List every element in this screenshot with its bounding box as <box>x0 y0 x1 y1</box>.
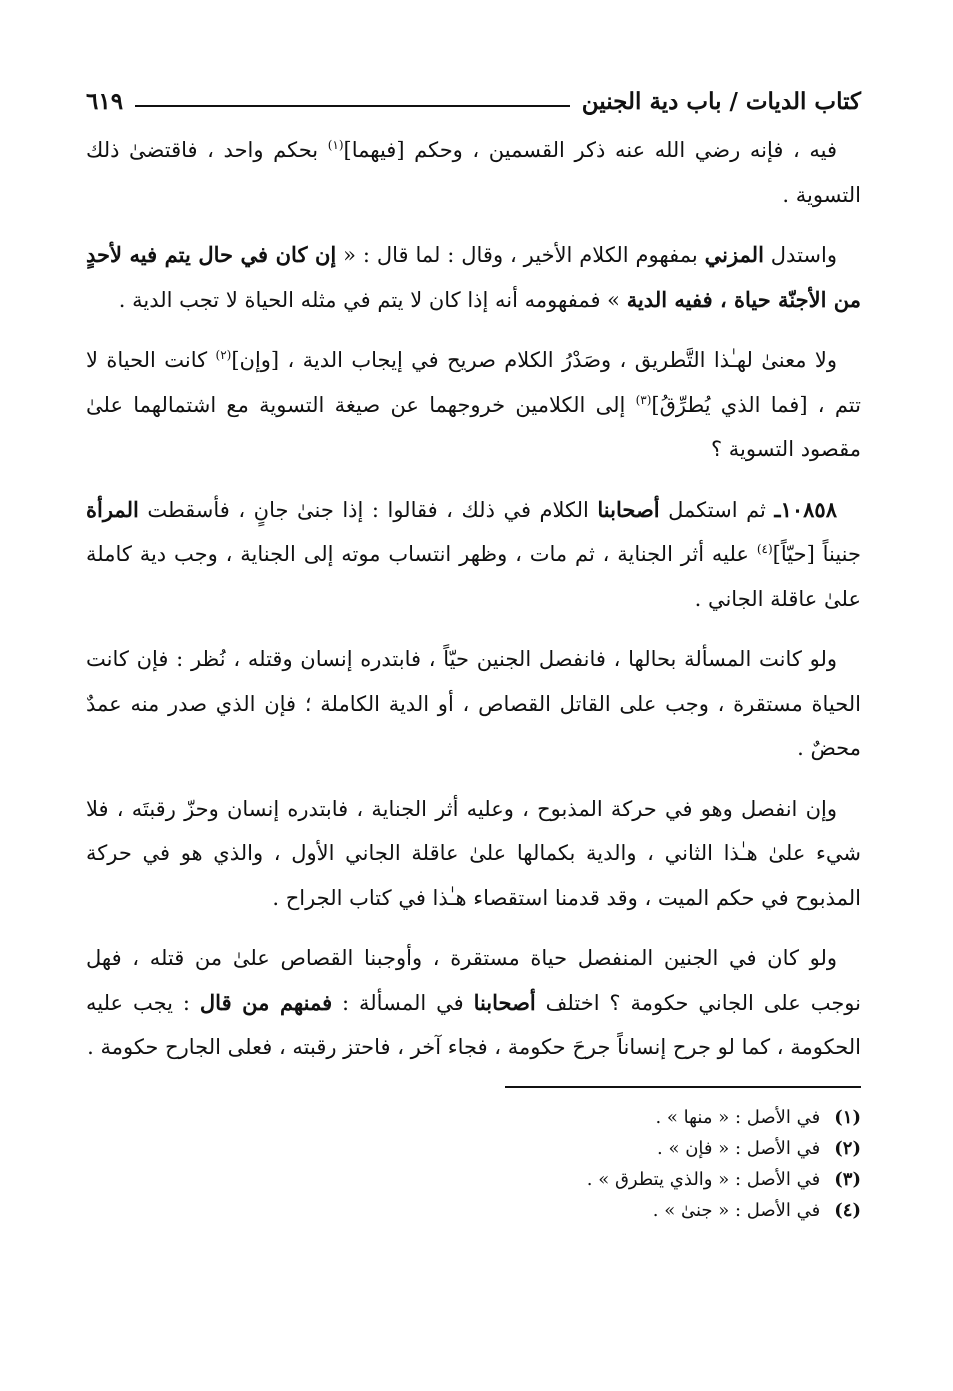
text-run: كانت الحياة لا تتم ، [فما الذي يُطرِّقُ] <box>86 348 861 417</box>
footnote-separator <box>505 1086 861 1088</box>
paragraph <box>86 338 861 472</box>
text-run: عليه أثر الجناية ، ثم مات ، وظهر انتساب موته إلى الجناية ، وجب دية كاملة علىٰ عاقلة الجاني . <box>86 542 861 611</box>
footnote-reference: (٣) <box>635 392 652 407</box>
text-run: جنيناً [حيّاً] <box>772 542 862 566</box>
footnote <box>86 1133 861 1164</box>
footnote <box>86 1195 861 1226</box>
footnote-number: (٤) <box>834 1199 861 1221</box>
chapter-title: كتاب الديات / باب دية الجنين <box>581 87 861 115</box>
bold-text: المرأة <box>86 496 139 522</box>
paragraph <box>86 488 861 622</box>
footnote-reference: (٢) <box>215 348 232 362</box>
text-run: ثم استكمل <box>659 497 775 522</box>
paragraph <box>86 936 861 1070</box>
bold-text: أصحابنا <box>473 989 536 1015</box>
text-run: وإن انفصل وهو في حركة المذبوح ، وعليه أثر الجناية ، فابتدره إنسان وحزّ رقبتَه ، فلا شيء علىٰ هـٰذا الثاني ، والدية بكمالها علىٰ عاقلة الجاني الأول ، والذي هو في حركة المذبوح في حكم الميت ، وقد قدمنا استقصاء هـٰذا في كتاب الجراح . <box>86 796 861 910</box>
text-run: ولو كانت المسألة بحالها ، فانفصل الجنين حيّاً ، فابتدره إنسان وقتله ، نُظر : فإن كانت الحياة مستقرة ، وجب على القاتل القصاص ، أو الدية الكاملة ؛ فإن الذي صدر منه عمدٌ محضٌ . <box>86 647 861 760</box>
footnote <box>86 1164 861 1195</box>
paragraph <box>86 637 861 771</box>
page-number: ٦١٩ <box>86 87 124 115</box>
text-run: ولا معنىٰ لهـٰذا التَّطريق ، وصَدْرُ الكلام صريح في إيجاب الدية ، [وإن] <box>231 348 837 372</box>
footnote-number: (٣) <box>834 1168 861 1190</box>
paragraph <box>86 233 861 322</box>
footnote-text: في الأصل : « والذي يتطرق » . <box>586 1168 821 1190</box>
text-run: » فمفهومه أنه إذا كان لا يتم في مثله الحياة لا تجب الدية . <box>118 287 627 312</box>
footnote-number: (٢) <box>834 1137 861 1159</box>
text-run: بمفهوم الكلام الأخير ، وقال : لما قال : « <box>336 243 705 267</box>
paragraph <box>86 128 861 217</box>
text-run: : يجب عليه الحكومة ، كما لو جرح إنساناً جرحَ حكومة ، فجاء آخر ، فاحتز رقبته ، فعلى الجارح حكومة . <box>86 990 861 1059</box>
header-rule <box>135 105 570 107</box>
bold-text: ١٠٨٥٨ـ <box>774 496 837 522</box>
footnote-text: في الأصل : « فإن » . <box>657 1137 821 1159</box>
text-run: الكلام في ذلك ، فقالوا : إذا جنىٰ جانٍ ، فأسقطت <box>138 497 598 522</box>
bold-text: أصحابنا <box>597 496 660 522</box>
bold-text: المزني <box>704 242 764 267</box>
footnote-number: (١) <box>834 1106 861 1128</box>
text-run: بحكم واحد ، فاقتضىٰ ذلك التسوية . <box>86 138 861 207</box>
footnote-reference: (١) <box>327 138 344 152</box>
text-run: ولو كان في الجنين المنفصل حياة مستقرة ، وأوجبنا القصاص علىٰ من قتله ، فهل نوجب على الجاني حكومة ؟ اختلف <box>86 946 861 1015</box>
bold-text: إن كان في حال يتم فيه لأحدٍ من الأجنّة حياة ، ففيه الدية <box>86 242 861 312</box>
running-header <box>86 78 861 124</box>
text-run: في المسألة : <box>332 990 474 1015</box>
footnote <box>86 1102 861 1133</box>
paragraph <box>86 787 861 921</box>
book-page <box>86 78 861 1391</box>
main-text <box>86 128 861 1070</box>
text-run: إلى الكلامين خروجهما عن صيغة التسوية مع اشتمالهما علىٰ مقصود التسوية ؟ <box>86 392 861 461</box>
footnote-text: في الأصل : « جنىٰ » . <box>652 1199 821 1221</box>
text-run: فيه ، فإنه رضي الله عنه ذكر القسمين ، وحكم [فيهما] <box>343 138 837 162</box>
footnote-reference: (٤) <box>756 542 773 556</box>
footnotes-list <box>86 1102 861 1226</box>
footnote-text: في الأصل : « منها » . <box>655 1106 821 1128</box>
bold-text: فمنهم من قال <box>199 989 333 1015</box>
text-run: واستدل <box>763 243 837 267</box>
